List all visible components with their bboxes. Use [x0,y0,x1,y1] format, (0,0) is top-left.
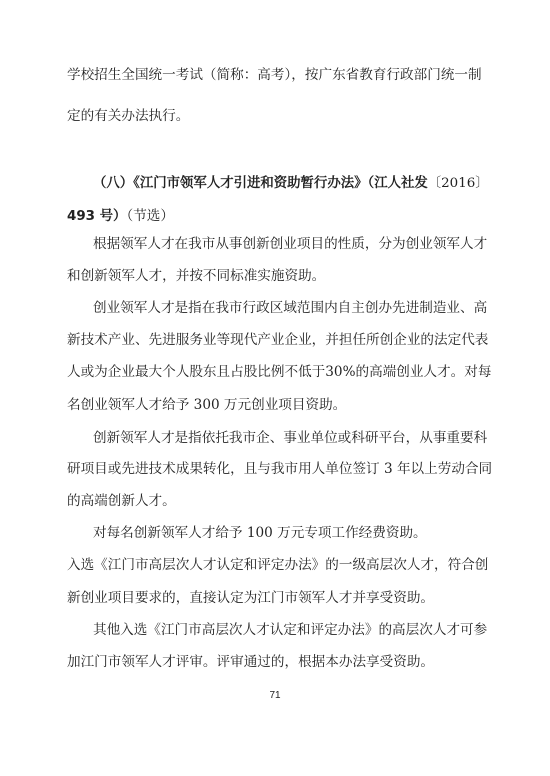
body-line: 学校招生全国统一考试（简称：高考），按广东省教育行政部门统一制 [67,67,482,83]
body-line: 对每名创新领军人才给予 100 万元专项工作经费资助。 [93,525,427,541]
body-line: 新技术产业、先进服务业等现代产业企业，并担任所创企业的法定代表 [67,332,489,348]
body-line: 定的有关办法执行。 [67,108,190,124]
section-heading-continuation [67,208,174,225]
body-line: 入选《江门市高层次人才认定和评定办法》的一级高层次人才，符合创 [67,557,489,573]
body-line: 新创业项目要求的，直接认定为江门市领军人才并享受资助。 [67,590,435,606]
body-line: 根据领军人才在我市从事创新创业项目的性质，分为创业领军人才 [93,236,488,252]
section-heading-number: 493 号） [67,209,127,224]
body-line: 其他入选《江门市高层次人才认定和评定办法》的高层次人才可参 [93,622,488,638]
section-heading-document-number: 〔2016〕 [427,176,489,191]
section-heading [93,176,489,192]
body-line: 加江门市领军人才评审。评审通过的，根据本办法享受资助。 [67,654,435,670]
body-line: 研项目或先进技术成果转化，且与我市用人单位签订 3 年以上劳动合同 [67,461,493,477]
section-heading-title: （八）《江门市领军人才引进和资助暂行办法》（江人社发 [93,176,428,191]
body-line: 的高端创新人才。 [67,493,176,509]
body-line: 名创业领军人才给予 300 万元创业项目资助。 [67,397,347,413]
body-line: 和创新领军人才，并按不同标准实施资助。 [67,268,326,284]
page-number: 71 [269,690,281,701]
body-line: 创业领军人才是指在我市行政区域范围内自主创办先进制造业、高 [93,300,488,316]
body-line: 人或为企业最大个人股东且占股比例不低于30%的高端创业人才。对每 [67,364,492,380]
body-line: 创新领军人才是指依托我市企、事业单位或科研平台，从事重要科 [93,430,488,446]
excerpt-note: （节选） [126,208,174,224]
